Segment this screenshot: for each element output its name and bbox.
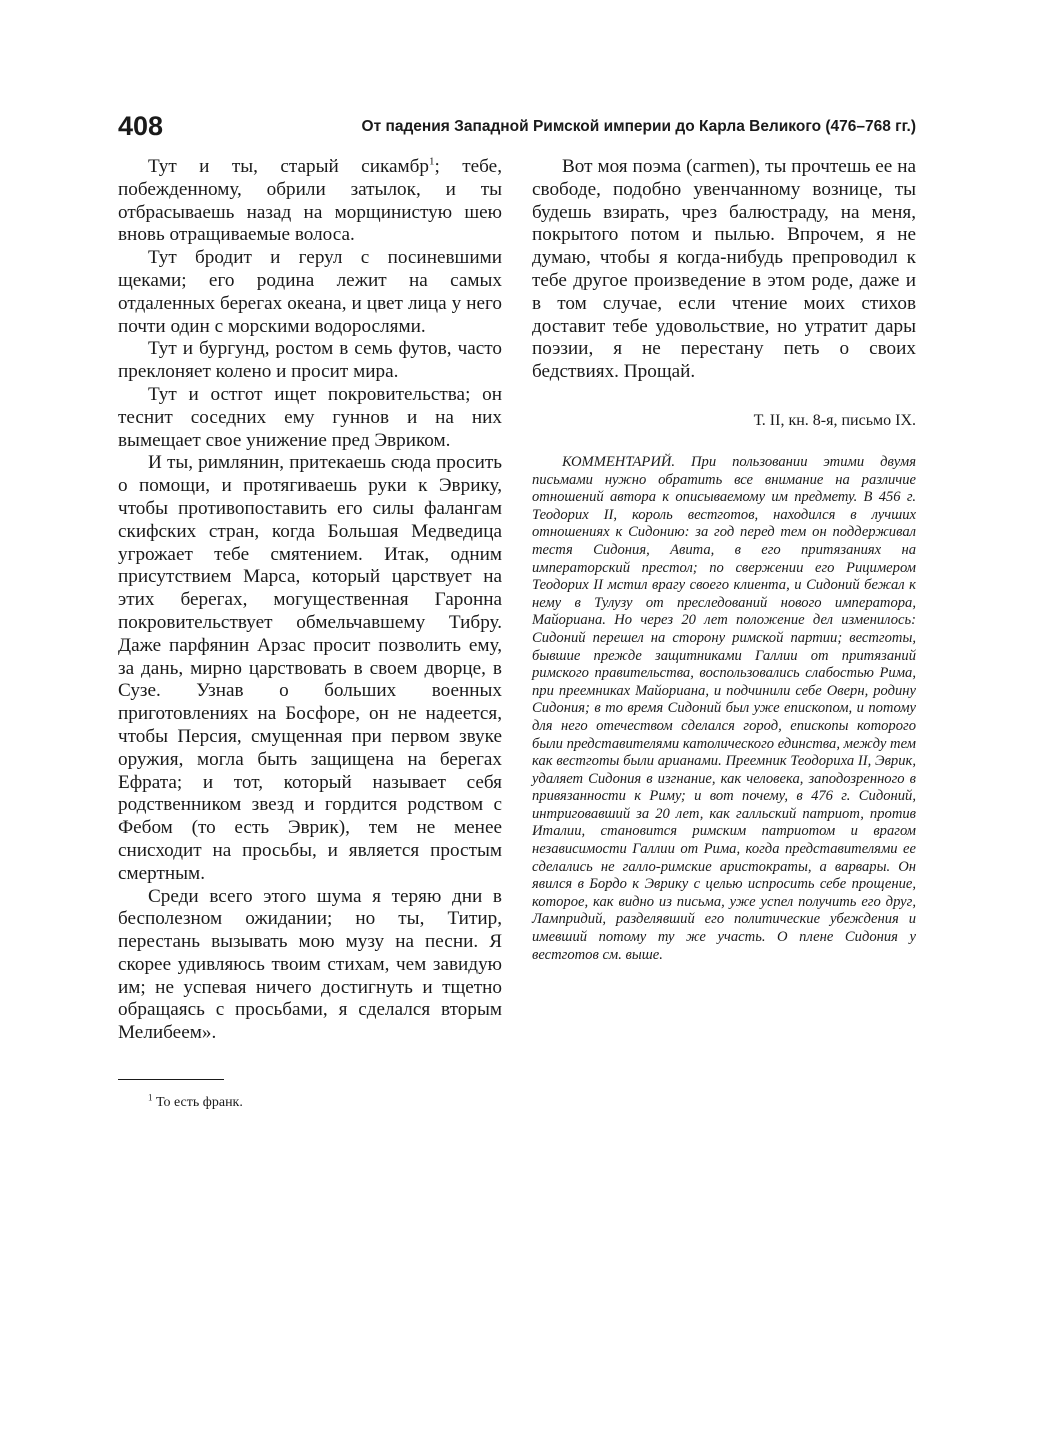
paragraph [118,156,502,247]
footnote-mark: 1 [148,1092,153,1103]
paragraph-text: ; тебе, побежденному, обрили затылок, и ты отбрасываешь назад на морщинистую шею вновь отращиваемые волоса. [118,156,502,246]
paragraph: И ты, римлянин, притекаешь сюда просить о помощи, и протягиваешь руки к Эврику, чтобы противопоставить его силы фалангам скифских стран, когда Большая Медведица угрожает тебе смятением. Итак, одним присутствием Марса, который царствует на этих берегах, могущественная Гаронна покровительствует обмельчавшему Тибру. Даже парфянин Арзас просит позволить ему, за дань, мирно царствовать в своем дворце, в Сузе. Узнав о больших военных приготовлениях на Босфоре, он не надеется, чтобы Персия, смущенная при первом звуке оружия, могла быть защищена на берегах Ефрата; и тот, который называет себя родственником звезд и гордится родством с Фебом (то есть Эврик), тем не менее снисходит на просьбы, и является простым смертным. [118,452,502,884]
paragraph: Тут и бургунд, ростом в семь футов, часто преклоняет колено и просит мира. [118,338,502,383]
footnote-reference[interactable]: 1 [429,155,435,168]
right-column [532,156,916,384]
page-header [118,110,916,144]
paragraph: Среди всего этого шума я теряю дни в бесполезном ожидании; но ты, Титир, перестань вызывать мою музу на песни. Я скорее удивляюсь твоим стихам, чем завидую им; не успевая ничего достигнуть и тщетно обращаясь с просьбами, я сделался вторым Мелибеем». [118,885,502,1044]
footnote [148,1094,243,1112]
paragraph: Вот моя поэма (carmen), ты прочтешь ее на свободе, подобно увенчанному вознице, ты будешь взирать, чрез балюстраду, на меня, покрытого потом и пылью. Впрочем, я не думаю, чтобы я когда-нибудь препроводил к тебе другое произведение в этом роде, даже и в том случае, если чтение моих стихов доставит тебе удовольствие, но утратит дары поэзии, я не перестану петь о своих бедствиях. Прощай. [532,156,916,383]
paragraph: Тут и остгот ищет покровительства; он теснит соседних ему гуннов и на них вымещает свое унижение пред Эвриком. [118,383,502,451]
left-column [118,156,502,1045]
page-number: 408 [118,111,164,141]
footnote-divider [118,1079,224,1080]
paragraph-text: Тут и ты, старый сикамбр [148,156,430,177]
commentary: КОММЕНТАРИЙ. При пользовании этими двумя письмами нужно обратить все внимание на различие отношений автора к описываемому им предмету. В 456 г. Теодорих II, король вестготов, находился в лучших отношениях к Сидонию: за год перед тем он поддерживал тестя Сидония, Авита, в его притязаниях на императорский престол; по свержении его Рицимером Теодорих II мстил врагу своего клиента, и Сидоний бежал к нему в Тулузу от преследований нового императора, Майориана. Но через 20 лет положение дел изменилось: Сидоний перешел на сторону римской партии; вестготы, бывшие прежде защитниками Галлии от притязаний римского правительства, воспользовались слабостью Рима, при преемниках Майориана, и подчинили себе Оверн, родину Сидония; в то время Сидоний был уже епископом, и потому для него отечеством сделался город, епископы которого были представителями католического единства, между тем как вестготы были арианами. Преемник Теодориха II, Эврик, удаляет Сидония в изгнание, как человека, заподозренного в привязанности к Риму; и вот почему, в 476 г. Сидоний, интриговавший за 20 лет, как галльский патриот, против Италии, становится римским патриотом и врагом независимости Галлии от Рима, когда представителями ее сделались не галло-римские аристократы, а варвары. Он явился в Бордо к Эврику с целью испросить себе прощение, которое, как видно из письма, уже успел получить его друг, Лампридий, разделявший его политические убеждения и имевший потому ту же участь. О плене Сидония у вестготов см. выше. [532,454,916,963]
running-title: От падения Западной Римской империи до Карла Великого (476–768 гг.) [361,118,916,135]
source-reference: Т. II, кн. 8-я, письмо IX. [753,412,916,429]
paragraph: Тут бродит и герул с посиневшими щеками; его родина лежит на самых отдаленных берегах океана, и цвет лица у него почти один с морскими водорослями. [118,247,502,337]
footnote-text: То есть франк. [156,1095,243,1110]
